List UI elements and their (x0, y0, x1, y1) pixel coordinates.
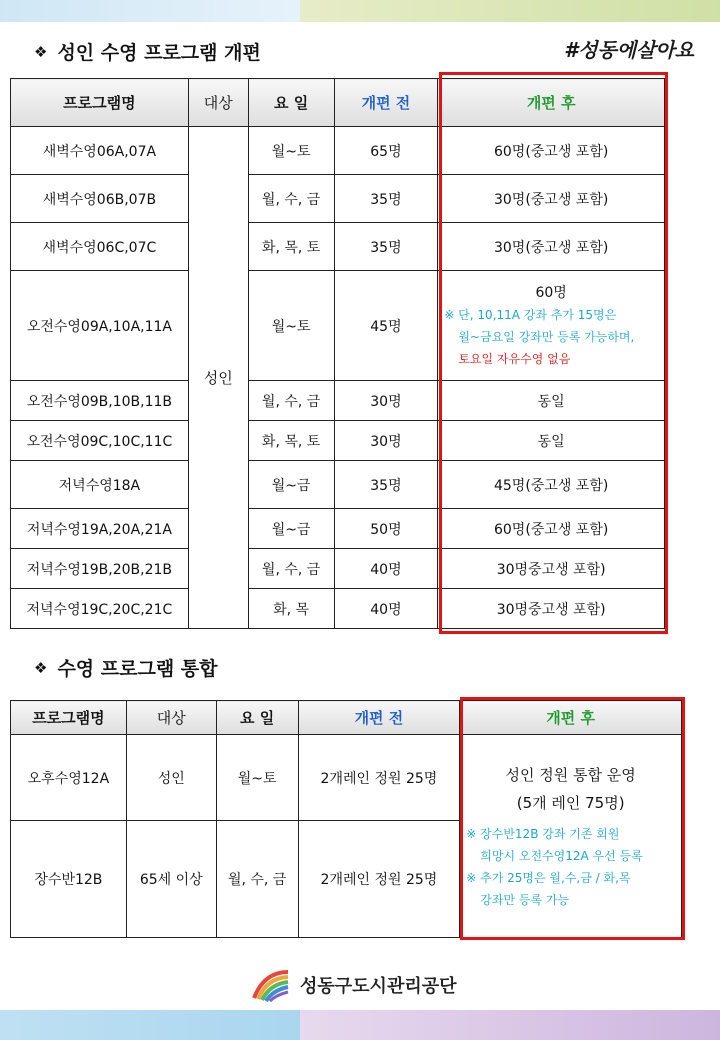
before-cell: 40명 (334, 589, 438, 629)
target-cell: 65세 이상 (126, 821, 216, 938)
table-row (11, 589, 665, 629)
header-target: 대상 (188, 79, 248, 127)
table-row (11, 271, 665, 381)
header-before: 개편 전 (334, 79, 438, 127)
note-line: ※ 추가 25명은 월,수,금 / 화,목 (466, 871, 631, 885)
diamond-bullet-icon: ❖ (34, 658, 48, 677)
days-cell: 월, 수, 금 (248, 381, 334, 421)
days-cell: 월, 수, 금 (216, 821, 298, 938)
note-line: 희망시 오전수영12A 우선 등록 (480, 849, 643, 863)
bottom-decor-band-right (300, 1010, 720, 1040)
program-name: 장수반12B (11, 821, 127, 938)
program-name: 새벽수영06A,07A (11, 127, 189, 175)
after-cell: 45명(중고생 포함) (438, 461, 665, 509)
program-name: 오후수영12A (11, 735, 127, 821)
before-cell: 40명 (334, 549, 438, 589)
table-row (11, 509, 665, 549)
section1-title (34, 38, 261, 65)
days-cell: 월~토 (248, 127, 334, 175)
header-before: 개편 전 (298, 701, 460, 735)
after-main-line: (5개 레인 75명) (516, 794, 625, 812)
target-cell: 성인 (126, 735, 216, 821)
program-name: 저녁수영19A,20A,21A (11, 509, 189, 549)
header-days: 요 일 (248, 79, 334, 127)
table-row (11, 381, 665, 421)
after-cell: 동일 (438, 421, 665, 461)
table-row (11, 549, 665, 589)
before-cell: 30명 (334, 381, 438, 421)
note-line: 월~금요일 강좌만 등록 가능하며, (458, 329, 635, 344)
table-row (11, 461, 665, 509)
program-name: 새벽수영06B,07B (11, 175, 189, 223)
days-cell: 월~토 (248, 271, 334, 381)
after-cell: 60명(중고생 포함) (438, 509, 665, 549)
before-cell: 30명 (334, 421, 438, 461)
program-name: 오전수영09C,10C,11C (11, 421, 189, 461)
header-target: 대상 (126, 701, 216, 735)
org-name: 성동구도시관리공단 (300, 976, 457, 997)
days-cell: 화, 목 (248, 589, 334, 629)
before-cell: 45명 (334, 271, 438, 381)
program-name: 저녁수영18A (11, 461, 189, 509)
after-cell: 30명중고생 포함) (438, 549, 665, 589)
integration-table (10, 700, 682, 938)
program-name: 오전수영09B,10B,11B (11, 381, 189, 421)
after-cell: 30명(중고생 포함) (438, 223, 665, 271)
after-cell (438, 271, 665, 381)
days-cell: 월~금 (248, 509, 334, 549)
section1-title-text: 성인 수영 프로그램 개편 (57, 42, 261, 64)
program-name: 저녁수영19B,20B,21B (11, 549, 189, 589)
table-row (11, 223, 665, 271)
hashtag-label: #성동에살아요 (564, 38, 694, 62)
after-cell: 동일 (438, 381, 665, 421)
after-cell: 30명중고생 포함) (438, 589, 665, 629)
bottom-decor-band-left (0, 1010, 300, 1040)
table-row (11, 175, 665, 223)
after-cell: 30명(중고생 포함) (438, 175, 665, 223)
section2-title (34, 654, 218, 681)
before-cell: 2개레인 정원 25명 (298, 821, 460, 938)
top-decor-band-right (300, 0, 720, 22)
target-cell: 성인 (188, 127, 248, 629)
before-cell: 35명 (334, 175, 438, 223)
table-header-row (11, 701, 682, 735)
table-row (11, 735, 682, 821)
program-name: 저녁수영19C,20C,21C (11, 589, 189, 629)
program-name: 오전수영09A,10A,11A (11, 271, 189, 381)
note-line: 강좌만 등록 가능 (480, 893, 570, 907)
after-value: 60명 (535, 284, 567, 301)
header-program: 프로그램명 (11, 79, 189, 127)
after-cell: 60명(중고생 포함) (438, 127, 665, 175)
table-row (11, 421, 665, 461)
top-decor-band-left (0, 0, 300, 22)
header-days: 요 일 (216, 701, 298, 735)
header-after: 개편 후 (438, 79, 665, 127)
days-cell: 월~토 (216, 735, 298, 821)
rainbow-logo-icon (250, 968, 292, 1002)
days-cell: 월, 수, 금 (248, 549, 334, 589)
header-after: 개편 후 (460, 701, 682, 735)
after-cell-merged (460, 735, 682, 938)
before-cell: 65명 (334, 127, 438, 175)
note-line-warning: 토요일 자유수영 없음 (458, 351, 571, 366)
before-cell: 50명 (334, 509, 438, 549)
note-line: ※ 단, 10,11A 강좌 추가 15명은 (444, 307, 617, 322)
section2-title-text: 수영 프로그램 통합 (57, 658, 218, 680)
after-main-line: 성인 정원 통합 운영 (505, 766, 636, 784)
days-cell: 화, 목, 토 (248, 223, 334, 271)
before-cell: 2개레인 정원 25명 (298, 735, 460, 821)
adult-swim-table (10, 78, 665, 629)
days-cell: 월, 수, 금 (248, 175, 334, 223)
days-cell: 월~금 (248, 461, 334, 509)
table-row (11, 127, 665, 175)
diamond-bullet-icon: ❖ (34, 42, 48, 61)
table-header-row (11, 79, 665, 127)
program-name: 새벽수영06C,07C (11, 223, 189, 271)
before-cell: 35명 (334, 223, 438, 271)
note-line: ※ 장수반12B 강좌 기존 회원 (466, 827, 620, 841)
footer-logo (250, 968, 457, 1002)
before-cell: 35명 (334, 461, 438, 509)
days-cell: 화, 목, 토 (248, 421, 334, 461)
header-program: 프로그램명 (11, 701, 127, 735)
